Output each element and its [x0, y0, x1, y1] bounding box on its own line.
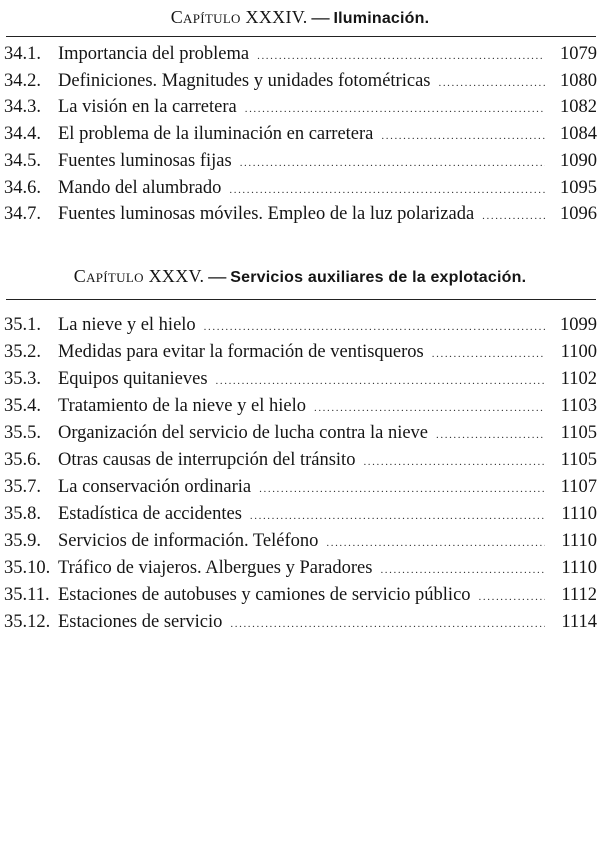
toc-entry: [0, 447, 600, 474]
page-number: 1103: [560, 396, 597, 416]
dot-leader: [245, 96, 545, 123]
section-number: 34.7.: [4, 204, 41, 225]
chapter-label: Capítulo XXXV.: [73, 266, 205, 286]
page-number: 1095: [560, 177, 597, 198]
section-number: 34.6.: [4, 177, 41, 198]
section-title: Tratamiento de la nieve y el hielo: [58, 396, 306, 416]
section-title: Equipos quitanieves: [58, 369, 208, 389]
section-number: 35.11.: [4, 585, 50, 605]
dot-leader: [240, 150, 545, 177]
section-number: 34.2.: [4, 70, 41, 91]
page-number: 1105: [560, 450, 597, 470]
section-title: Mando del alumbrado: [58, 177, 222, 198]
dot-leader: [326, 530, 545, 557]
chapter-heading: [0, 265, 600, 289]
page-number: 1105: [560, 423, 597, 443]
section-title: Fuentes luminosas móviles. Empleo de la luz polarizada: [58, 204, 475, 225]
section-title: Estaciones de autobuses y camiones de servicio público: [58, 585, 471, 605]
section-number: 34.3.: [4, 97, 41, 118]
chapter-label: Capítulo XXXIV.: [170, 7, 308, 27]
toc-entry: [0, 339, 600, 366]
section-number: 35.8.: [4, 504, 41, 524]
dot-leader: [314, 395, 545, 422]
section-title: La nieve y el hielo: [58, 315, 196, 335]
toc-entry: [0, 555, 600, 582]
section-number: 35.2.: [4, 342, 41, 362]
page-number: 1090: [560, 150, 597, 171]
section-title: Medidas para evitar la formación de ventisqueros: [58, 342, 424, 362]
section-number: 35.9.: [4, 531, 41, 551]
chapter-title: Servicios auxiliares de la explotación.: [230, 269, 527, 286]
toc-entry: [0, 312, 600, 339]
section-title: Estaciones de servicio: [58, 612, 223, 632]
dot-leader: [216, 368, 545, 395]
dot-leader: [380, 557, 545, 584]
chapter-divider: [6, 299, 596, 300]
page-number: 1096: [560, 204, 597, 225]
section-title: Organización del servicio de lucha contra la nieve: [58, 423, 429, 443]
section-number: 35.3.: [4, 369, 41, 389]
dot-leader: [436, 422, 545, 449]
page-number: 1099: [560, 315, 597, 335]
toc-entry: [0, 609, 600, 636]
toc-entry: [0, 201, 600, 228]
toc-entry: [0, 175, 600, 202]
page-number: 1100: [560, 342, 597, 362]
page-number: 1110: [561, 558, 597, 578]
toc-entry: [0, 68, 600, 95]
page-number: 1080: [560, 70, 597, 91]
section-number: 35.1.: [4, 315, 41, 335]
page-number: 1112: [561, 585, 597, 605]
page-number: 1079: [560, 44, 597, 64]
toc-entry: [0, 121, 600, 148]
section-number: 34.5.: [4, 150, 41, 171]
chapter-dash: —: [311, 7, 330, 27]
chapter-dash: —: [208, 266, 227, 286]
chapter-divider: [6, 36, 596, 37]
dot-leader: [432, 341, 545, 368]
chapter-title: Iluminación.: [333, 10, 430, 27]
dot-leader: [381, 123, 545, 150]
section-number: 35.5.: [4, 423, 41, 443]
section-title: Definiciones. Magnitudes y unidades fotométricas: [58, 70, 431, 91]
section-title: Estadística de accidentes: [58, 504, 242, 524]
section-title: La visión en la carretera: [58, 97, 237, 118]
section-number: 34.1.: [4, 44, 41, 64]
toc-entry: [0, 501, 600, 528]
toc-entry: [0, 528, 600, 555]
toc-entry: [0, 366, 600, 393]
toc-entry: [0, 420, 600, 447]
dot-leader: [479, 584, 545, 611]
section-title: La conservación ordinaria: [58, 477, 252, 497]
section-title: Fuentes luminosas fijas: [58, 150, 232, 171]
dot-leader: [257, 43, 545, 70]
page-number: 1114: [561, 612, 597, 632]
section-title: El problema de la iluminación en carretera: [58, 124, 374, 145]
dot-leader: [229, 177, 545, 204]
page-number: 1107: [560, 477, 597, 497]
page-number: 1084: [560, 124, 597, 145]
page-number: 1082: [560, 97, 597, 118]
section-number: 35.4.: [4, 396, 41, 416]
section-title: Servicios de información. Teléfono: [58, 531, 319, 551]
dot-leader: [250, 503, 545, 530]
chapter-heading: [0, 6, 600, 30]
dot-leader: [204, 314, 545, 341]
section-number: 34.4.: [4, 124, 41, 145]
page-number: 1110: [561, 531, 597, 551]
page-number: 1102: [560, 369, 597, 389]
section-number: 35.12.: [4, 612, 51, 632]
section-title: Otras causas de interrupción del tránsito: [58, 450, 356, 470]
dot-leader: [230, 611, 545, 638]
section-title: Tráfico de viajeros. Albergues y Paradores: [58, 558, 373, 578]
toc-entry: [0, 474, 600, 501]
section-number: 35.7.: [4, 477, 41, 497]
toc-entry: [0, 41, 600, 68]
toc-entry: [0, 393, 600, 420]
page-number: 1110: [561, 504, 597, 524]
dot-leader: [482, 203, 545, 230]
dot-leader: [259, 476, 545, 503]
section-number: 35.10.: [4, 558, 51, 578]
toc-entry: [0, 148, 600, 175]
section-number: 35.6.: [4, 450, 41, 470]
dot-leader: [363, 449, 545, 476]
toc-entry: [0, 582, 600, 609]
section-title: Importancia del problema: [58, 44, 250, 64]
toc-entry: [0, 94, 600, 121]
dot-leader: [438, 70, 545, 97]
